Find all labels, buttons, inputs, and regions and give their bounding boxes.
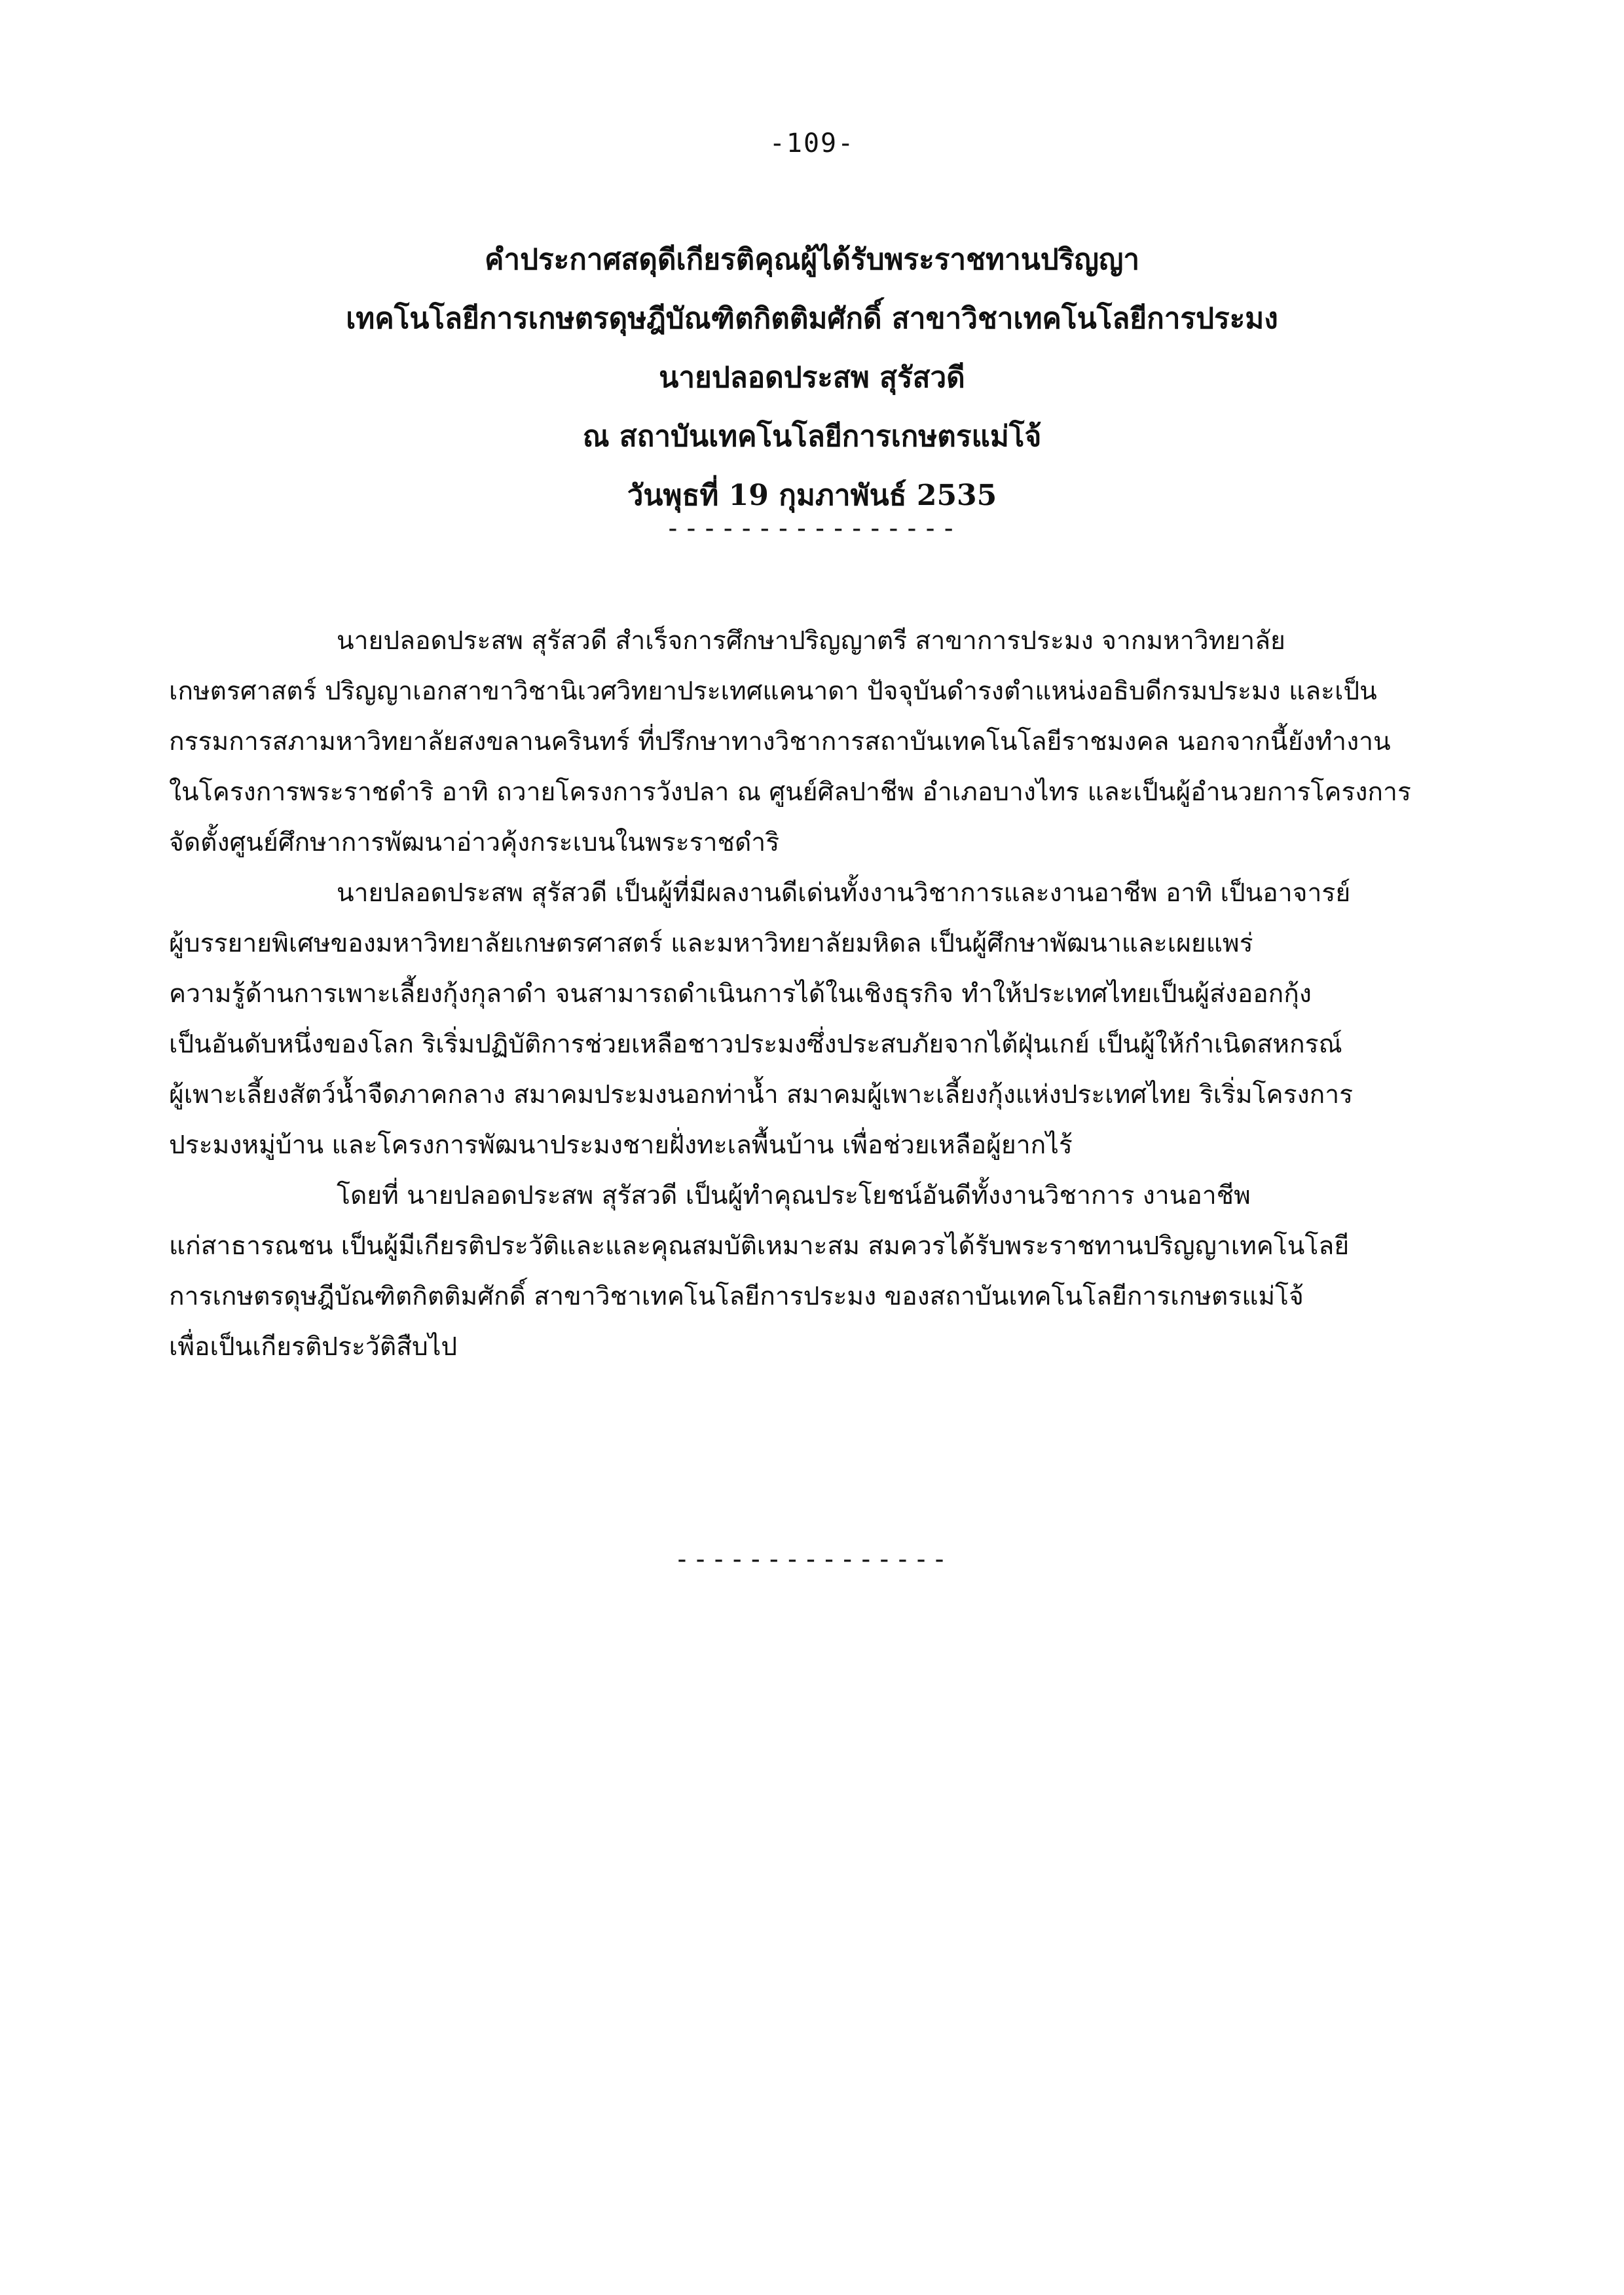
paragraph-line: นายปลอดประสพ สุรัสวดี สำเร็จการศึกษาปริญญาตรี สาขาการประมง จากมหาวิทยาลัย (337, 626, 1285, 656)
paragraph-line: ความรู้ด้านการเพาะเลี้ยงกุ้งกุลาดำ จนสามารถดำเนินการได้ในเชิงธุรกิจ ทำให้ประเทศไทยเป็นผู้ส่งออกกุ้ง (169, 979, 1312, 1009)
paragraph-line: การเกษตรดุษฎีบัณฑิตกิตติมศักดิ์ สาขาวิชาเทคโนโลยีการประมง ของสถาบันเทคโนโลยีการเกษตรแม่โจ้ (169, 1282, 1304, 1311)
paragraph-line: ในโครงการพระราชดำริ อาทิ ถวายโครงการวังปลา ณ ศูนย์ศิลปาชีพ อำเภอบางไทร และเป็นผู้อำนวยการโครงการ (169, 777, 1411, 807)
paragraph-conclusion (169, 1170, 1472, 1372)
header-date: วันพุธที่ 19 กุมภาพันธ์ 2535 (627, 479, 997, 512)
paragraph-line: ประมงหมู่บ้าน และโครงการพัฒนาประมงชายฝั่งทะเลพื้นบ้าน เพื่อช่วยเหลือผู้ยากไร้ (169, 1130, 1073, 1160)
header-recipient-name: นายปลอดประสพ สุรัสวดี (659, 361, 965, 394)
paragraph-education (169, 616, 1472, 868)
paragraph-achievements (169, 868, 1472, 1170)
header-title: คำประกาศสดุดีเกียรติคุณผู้ได้รับพระราชทานปริญญา (484, 243, 1140, 276)
paragraph-line: ผู้บรรยายพิเศษของมหาวิทยาลัยเกษตรศาสตร์ และมหาวิทยาลัยมหิดล เป็นผู้ศึกษาพัฒนาและเผยแพร่ (169, 929, 1253, 958)
document-header (0, 231, 1624, 525)
paragraph-line: แก่สาธารณชน เป็นผู้มีเกียรติประวัติและและคุณสมบัติเหมาะสม สมควรได้รับพระราชทานปริญญาเทคโนโลยี (169, 1231, 1350, 1261)
header-degree: เทคโนโลยีการเกษตรดุษฎีบัณฑิตกิตติมศักดิ์ สาขาวิชาเทคโนโลยีการประมง (346, 302, 1278, 335)
paragraph-line: เกษตรศาสตร์ ปริญญาเอกสาขาวิชานิเวศวิทยาประเทศแคนาดา ปัจจุบันดำรงตำแหน่งอธิบดีกรมประมง และเป็น (169, 677, 1377, 706)
paragraph-line: กรรมการสภามหาวิทยาลัยสงขลานครินทร์ ที่ปรึกษาทางวิชาการสถาบันเทคโนโลยีราชมงคล นอกจากนี้ยังทำงาน (169, 727, 1391, 756)
header-institution: ณ สถาบันเทคโนโลยีการเกษตรแม่โจ้ (582, 420, 1042, 453)
header-divider: ---------------- (665, 513, 959, 544)
paragraph-line: เป็นอันดับหนึ่งของโลก ริเริ่มปฏิบัติการช่วยเหลือชาวประมงซึ่งประสบภัยจากไต้ฝุ่นเกย์ เป็นผู้ให้กำเนิดสหกรณ์ (169, 1030, 1342, 1059)
paragraph-line: นายปลอดประสพ สุรัสวดี เป็นผู้ที่มีผลงานดีเด่นทั้งงานวิชาการและงานอาชีพ อาทิ เป็นอาจารย์ (337, 878, 1351, 908)
paragraph-line: เพื่อเป็นเกียรติประวัติสืบไป (169, 1332, 458, 1362)
paragraph-line: ผู้เพาะเลี้ยงสัตว์น้ำจืดภาคกลาง สมาคมประมงนอกท่าน้ำ สมาคมผู้เพาะเลี้ยงกุ้งแห่งประเทศไทย ริเริ่มโครงการ (169, 1080, 1354, 1110)
document-body (169, 616, 1472, 1372)
paragraph-line: โดยที่ นายปลอดประสพ สุรัสวดี เป็นผู้ทำคุณประโยชน์อันดีทั้งงานวิชาการ งานอาชีพ (337, 1181, 1251, 1210)
page-number: -109- (769, 128, 855, 159)
paragraph-line: จัดตั้งศูนย์ศึกษาการพัฒนาอ่าวคุ้งกระเบนในพระราชดำริ (169, 828, 780, 857)
footer-divider: --------------- (674, 1544, 950, 1575)
